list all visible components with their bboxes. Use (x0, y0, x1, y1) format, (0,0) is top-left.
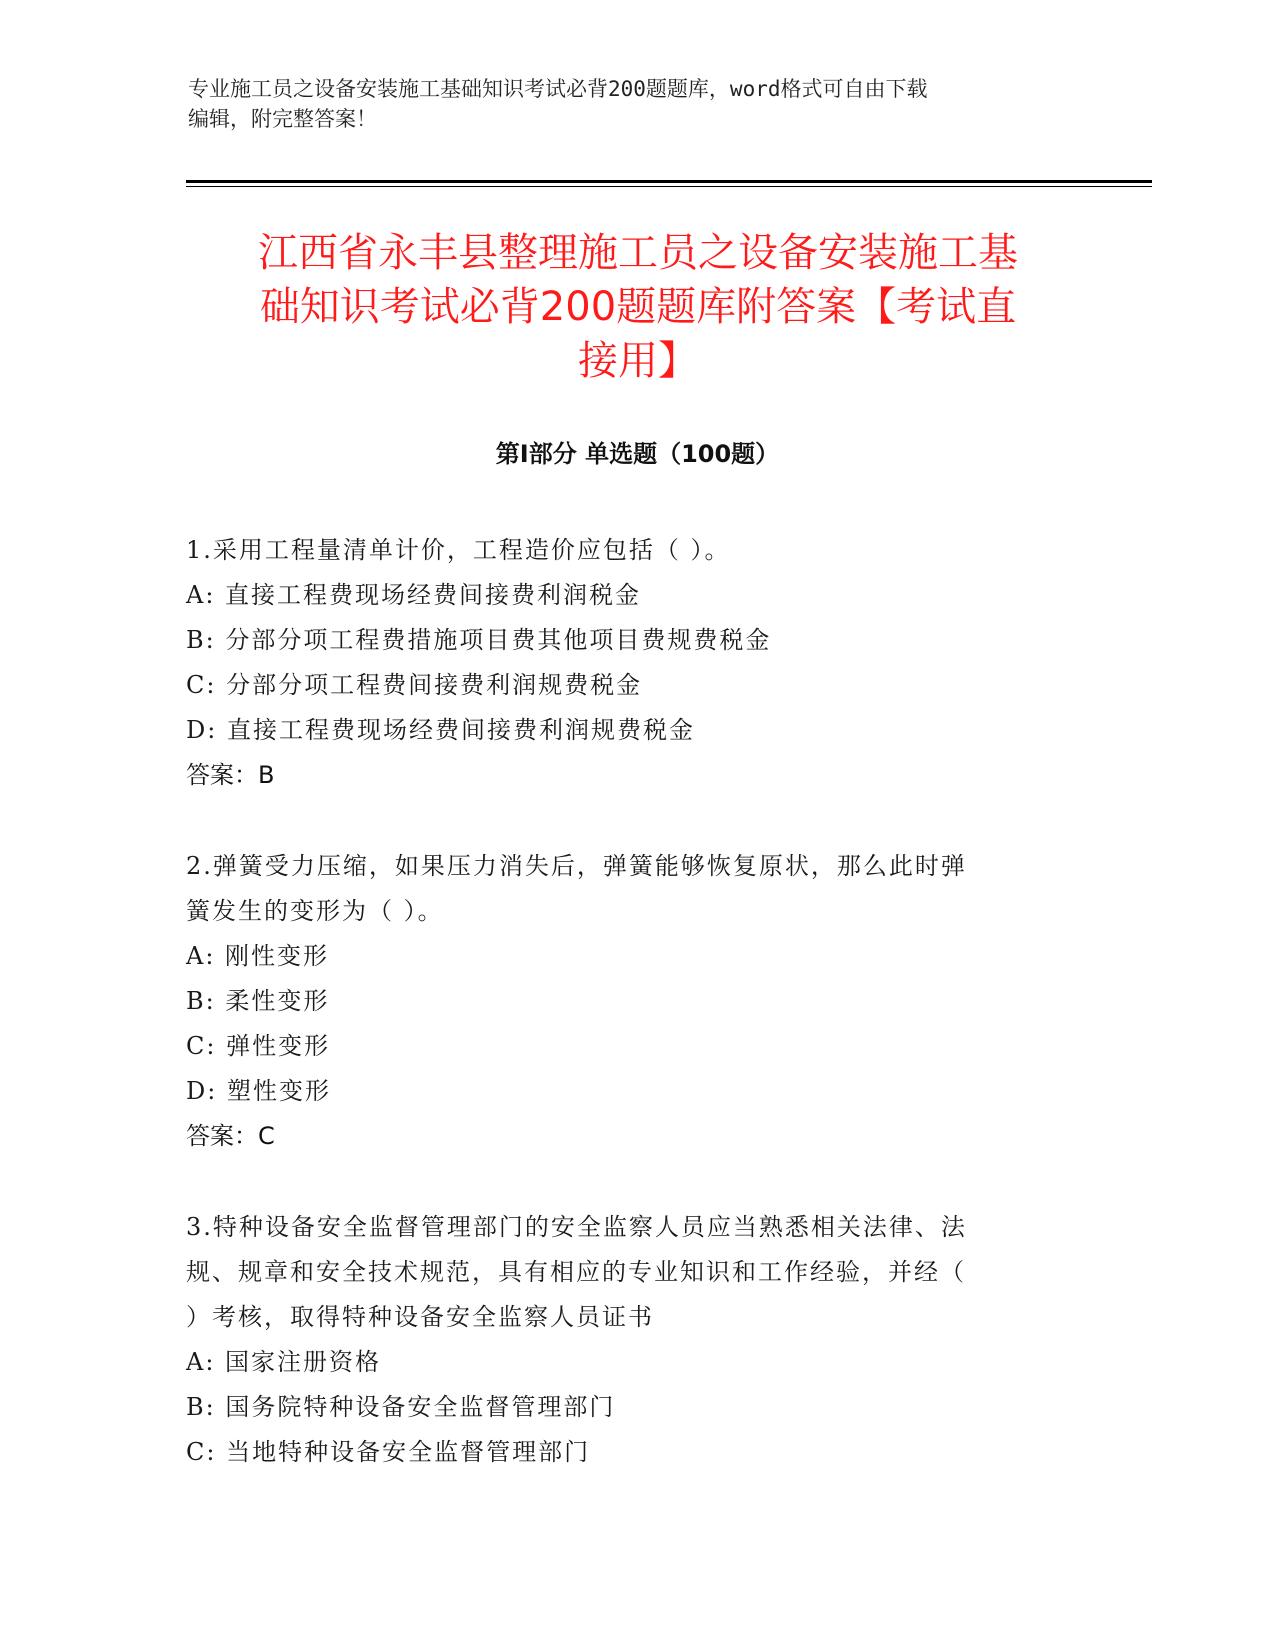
header-note-line-1: 专业施工员之设备安装施工基础知识考试必背200题题库，word格式可自由下载 (188, 77, 928, 101)
document-title-line-3: 接用】 (578, 338, 698, 384)
header-note-line-2: 编辑，附完整答案！ (188, 107, 377, 131)
question-stem-line: 规、规章和安全技术规范，具有相应的专业知识和工作经验，并经（ (186, 1258, 966, 1286)
document-title-line-2: 础知识考试必背200题题库附答案【考试直 (259, 284, 1017, 330)
question-stem-line: 3.特种设备安全监督管理部门的安全监察人员应当熟悉相关法律、法 (186, 1213, 967, 1241)
question-item (186, 1205, 1066, 1475)
question-stem-line: ）考核，取得特种设备安全监察人员证书 (186, 1303, 654, 1331)
header-divider-thin (186, 186, 1152, 187)
question-list (186, 528, 1066, 1521)
header-note (188, 74, 1088, 134)
question-option: C: 弹性变形 (186, 1032, 331, 1060)
question-answer: 答案：C (186, 1122, 275, 1150)
question-option: A: 直接工程费现场经费间接费利润税金 (186, 581, 642, 609)
question-option: C: 分部分项工程费间接费利润规费税金 (186, 671, 643, 699)
document-title (190, 226, 1086, 388)
header-divider-thick (186, 180, 1152, 183)
question-item (186, 528, 1066, 798)
question-item (186, 844, 1066, 1159)
question-stem-line: 簧发生的变形为（ ）。 (186, 897, 444, 925)
question-option: B: 国务院特种设备安全监督管理部门 (186, 1393, 616, 1421)
question-stem-line: 2.弹簧受力压缩，如果压力消失后，弹簧能够恢复原状，那么此时弹 (186, 852, 967, 880)
question-option: C: 当地特种设备安全监督管理部门 (186, 1438, 591, 1466)
question-option: B: 柔性变形 (186, 987, 330, 1015)
question-answer: 答案：B (186, 761, 275, 789)
question-option: D: 直接工程费现场经费间接费利润规费税金 (186, 716, 695, 744)
question-option: B: 分部分项工程费措施项目费其他项目费规费税金 (186, 626, 772, 654)
question-option: A: 刚性变形 (186, 942, 330, 970)
document-title-line-1: 江西省永丰县整理施工员之设备安装施工基 (258, 230, 1018, 276)
question-stem-line: 1.采用工程量清单计价，工程造价应包括（ ）。 (186, 536, 731, 564)
question-option: A: 国家注册资格 (186, 1348, 382, 1376)
question-option: D: 塑性变形 (186, 1077, 331, 1105)
section-heading: 第Ⅰ部分 单选题（100题） (495, 440, 780, 468)
